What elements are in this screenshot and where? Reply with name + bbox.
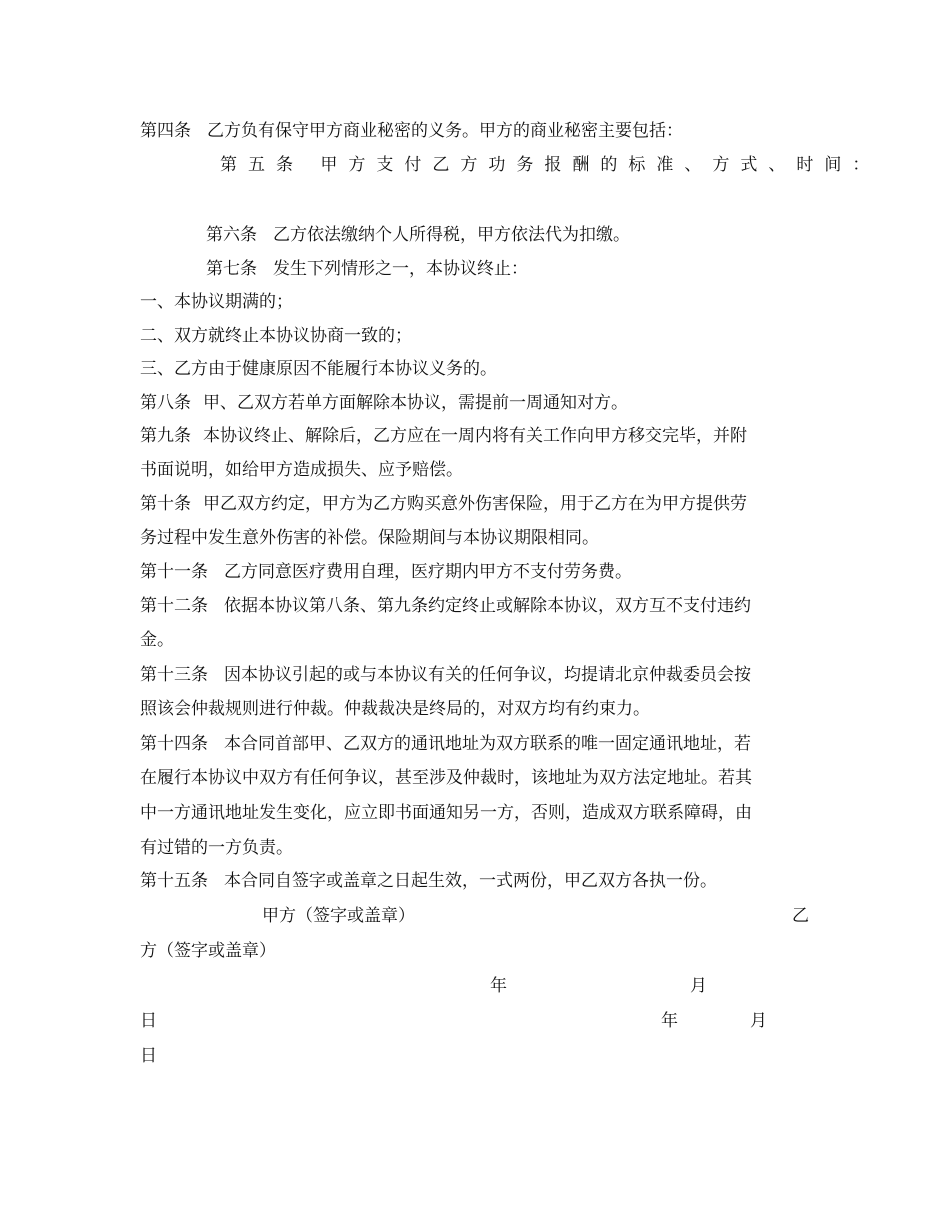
list-item-2: 二、双方就终止本协议协商一致的；: [140, 326, 412, 346]
article-14-line-2: 在履行本协议中双方有任何争议，甚至涉及仲裁时，该地址为双方法定地址。若其: [140, 768, 752, 788]
party-a-signature: 甲方（签字或盖章）: [262, 906, 415, 926]
party-a-day: 日: [140, 1011, 157, 1031]
article-8: [140, 393, 628, 413]
party-b-day: 日: [140, 1046, 157, 1066]
list-item-1: 一、本协议期满的；: [140, 292, 293, 312]
article-14-line-1: [140, 734, 751, 754]
article-number: 第六条: [206, 225, 257, 245]
article-text: 本协议终止、解除后，乙方应在一周内将有关工作向甲方移交完毕，并附: [203, 426, 747, 446]
article-text: 乙方负有保守甲方商业秘密的义务。甲方的商业秘密主要包括：: [207, 121, 683, 141]
article-11: [140, 562, 632, 582]
party-b-signature-rest: 方（签字或盖章）: [140, 941, 276, 961]
article-number: 第九条: [140, 426, 191, 446]
article-13-line-1: [140, 665, 751, 685]
article-number: 第十五条: [140, 871, 208, 891]
article-12-line-2: 金。: [140, 630, 174, 650]
article-text: 甲乙双方约定，甲方为乙方购买意外伤害保险，用于乙方在为甲方提供劳: [203, 494, 747, 514]
article-9-line-1: [140, 426, 747, 446]
article-number: 第七条: [206, 259, 257, 279]
article-7: [206, 259, 528, 279]
article-9-line-2: 书面说明，如给甲方造成损失、应予赔偿。: [140, 460, 463, 480]
party-a-year: 年: [490, 976, 507, 996]
party-b-month: 月: [750, 1011, 767, 1031]
article-text: 甲、乙双方若单方面解除本协议，需提前一周通知对方。: [203, 393, 628, 413]
article-10-line-2: 务过程中发生意外伤害的补偿。保险期间与本协议期限相同。: [140, 528, 599, 548]
article-text: 因本协议引起的或与本协议有关的任何争议，均提请北京仲裁委员会按: [224, 665, 751, 685]
article-14-line-3: 中一方通讯地址发生变化，应立即书面通知另一方，否则，造成双方联系障碍，由: [140, 803, 752, 823]
article-4: [140, 121, 683, 141]
article-text: 依据本协议第八条、第九条约定终止或解除本协议，双方互不支付违约: [224, 596, 751, 616]
article-text: 乙方同意医疗费用自理，医疗期内甲方不支付劳务费。: [224, 562, 632, 582]
article-number: 第八条: [140, 393, 191, 413]
article-text: 乙方依法缴纳个人所得税，甲方依法代为扣缴。: [273, 225, 630, 245]
article-text: 本合同自签字或盖章之日起生效，一式两份，甲乙双方各执一份。: [224, 871, 717, 891]
article-10-line-1: [140, 494, 747, 514]
article-number: 第十二条: [140, 596, 208, 616]
party-a-month: 月: [690, 976, 707, 996]
article-number: 第十条: [140, 494, 191, 514]
article-12-line-1: [140, 596, 751, 616]
list-item-3: 三、乙方由于健康原因不能履行本协议义务的。: [140, 359, 497, 379]
article-6: [206, 225, 630, 245]
article-14-line-4: 有过错的一方负责。: [140, 838, 293, 858]
article-text: 发生下列情形之一，本协议终止：: [273, 259, 528, 279]
party-b-signature-start: 乙: [792, 906, 809, 926]
article-number: 第十四条: [140, 734, 208, 754]
article-15: [140, 871, 717, 891]
article-5: 第五条 甲方支付乙方功务报酬的标准、方式、时间：: [220, 155, 881, 175]
article-number: 第十三条: [140, 665, 208, 685]
article-number: 第十一条: [140, 562, 208, 582]
article-13-line-2: 照该会仲裁规则进行仲裁。仲裁裁决是终局的，对双方均有约束力。: [140, 699, 650, 719]
article-number: 第四条: [140, 121, 191, 141]
party-b-year: 年: [661, 1011, 678, 1031]
article-text: 本合同首部甲、乙双方的通讯地址为双方联系的唯一固定通讯地址，若: [224, 734, 751, 754]
